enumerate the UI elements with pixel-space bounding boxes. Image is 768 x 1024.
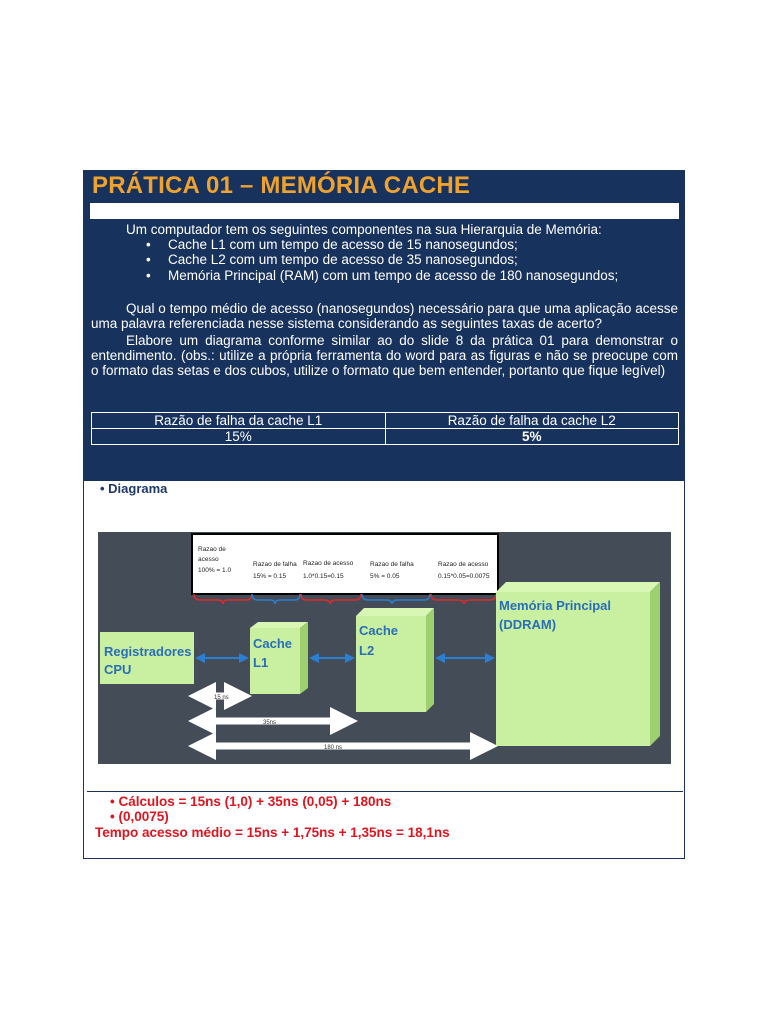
block-cpu-label-2: CPU [104, 662, 132, 677]
table-header-l1: Razão de falha da cache L1 [92, 413, 386, 429]
ratio-access-1-line1: Razao de [198, 546, 226, 553]
time-label-35ns: 35ns [263, 720, 277, 726]
bullet-l1 [146, 237, 518, 252]
block-l1-side [300, 622, 308, 694]
practice-card [83, 170, 685, 859]
time-label-15ns: 15 ns [214, 695, 229, 701]
ratio-access-2-line1: Razao de acesso [303, 560, 354, 567]
question-paragraph: Qual o tempo médio de acesso (nanosegundos) necessário para que uma aplicação acesse uma palavra referenciada nesse sistema considerando as seguintes taxas de acerto? [91, 301, 678, 331]
table-value-l2: 5% [385, 429, 679, 445]
block-ram [496, 592, 650, 746]
block-l2-label-2: L2 [359, 643, 375, 658]
block-l1-label-1: Cache [253, 636, 293, 651]
instruction-paragraph: Elabore um diagrama conforme similar ao do slide 8 da prática 01 para demonstrar o entendimento. (obs.: utilize a própria ferramenta do word para as figuras e não se preocupe com o formato das setas e dos cubos, utilize o formato que bem entender, portanto que fique legível) [91, 333, 678, 378]
ratio-access-3-line2: 0.15*0.05=0.0075 [438, 573, 490, 580]
block-l2-top [356, 608, 434, 616]
block-ram-side [650, 582, 660, 746]
bullet-text: Cache L1 com um tempo de acesso de 15 nanosegundos; [168, 237, 518, 252]
bullet-text: Memória Principal (RAM) com um tempo de acesso de 180 nanosegundos; [168, 268, 619, 283]
calculation-result: Tempo acesso médio = 15ns + 1,75ns + 1,35ns = 18,1ns [95, 825, 450, 840]
intro-text: Um computador tem os seguintes componentes na sua Hierarquia de Memória: [126, 222, 602, 237]
bullet-dot: • [146, 237, 151, 252]
title-divider [90, 203, 679, 219]
block-cpu-label-1: Registradores [104, 644, 192, 659]
calculation-section [87, 791, 683, 861]
bullet-dot: • [146, 268, 151, 283]
time-label-180ns: 180 ns [324, 745, 343, 751]
ratio-access-1-line2: acesso [198, 556, 219, 563]
ratio-access-1-line3: 100% = 1.0 [198, 567, 232, 574]
ratio-miss-1-line2: 15% = 0.15 [253, 573, 287, 580]
calculation-divider [87, 791, 683, 792]
calculation-line-1: • Cálculos = 15ns (1,0) + 35ns (0,05) + 180ns [110, 794, 392, 809]
question-panel [84, 171, 684, 481]
block-l2-side [426, 608, 434, 712]
ratio-miss-1-line1: Razao de falha [253, 561, 297, 568]
ratio-access-2-line2: 1.0*0.15=0.15 [303, 573, 344, 580]
bullet-ram [146, 268, 618, 283]
table-header-l2: Razão de falha da cache L2 [385, 413, 679, 429]
calculation-line-2: • (0,0075) [110, 809, 169, 824]
block-ram-top [496, 582, 660, 592]
table-row [92, 429, 679, 445]
block-ram-label-1: Memória Principal [499, 598, 611, 613]
page-title: PRÁTICA 01 – MEMÓRIA CACHE [92, 172, 471, 199]
ratio-miss-2-line2: 5% = 0.05 [370, 573, 400, 580]
table-value-l1: 15% [92, 429, 386, 445]
block-l2-label-1: Cache [359, 623, 399, 638]
bullet-dot: • [146, 252, 151, 267]
ratio-access-3-line1: Razao de acesso [438, 561, 489, 568]
block-l1-top [250, 622, 308, 628]
miss-ratio-table [91, 412, 679, 445]
block-ram-label-2: (DDRAM) [499, 617, 557, 632]
ratio-miss-2-line1: Razao de falha [370, 561, 414, 568]
table-header-row [92, 413, 679, 429]
memory-hierarchy-diagram [98, 532, 671, 764]
bullet-l2 [146, 252, 518, 267]
diagram-label: • Diagrama [100, 481, 168, 496]
bullet-text: Cache L2 com um tempo de acesso de 35 nanosegundos; [168, 252, 518, 267]
block-l1-label-2: L1 [253, 655, 269, 670]
